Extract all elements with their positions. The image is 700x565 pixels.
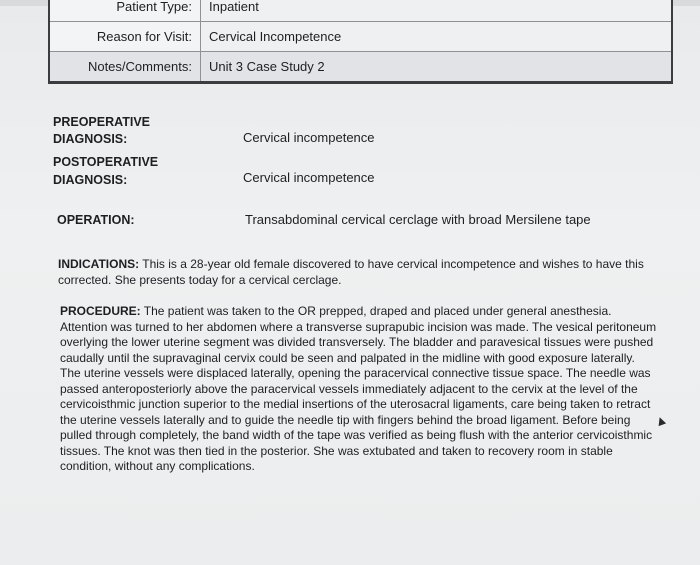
table-row [50, 52, 671, 81]
preop-label-line1: PREOPERATIVE [53, 115, 151, 129]
notes-comments-value: Unit 3 Case Study 2 [201, 52, 671, 81]
mouse-cursor-icon [656, 416, 666, 426]
indications-text: This is a 28-year old female discovered to have cervical incompetence and wishes to have this corrected. She presents today for a cervical cerclage. [58, 257, 644, 287]
procedure-text: The patient was taken to the OR prepped, draped and placed under general anesthesia. Attention was turned to her abdomen where a transverse suprapubic incision was made. The vesical peritoneum overlying the lower uterine segment was divided transversely. The bladder and paravesical tissues were pushed caudally until the supravaginal cervix could be seen and palpated in the midline with good exposure laterally. The uterine vessels were displaced laterally, opening the paracervical connective tissue space. The needle was passed anteroposteriorly above the paracervical vessels immediately adjacent to the cervix at the level of the cervicoisthmic junction superior to the medial insertions of the uterosacral ligaments, care being taken to retract the uterine vessels laterally and to guide the needle tip with fingers behind the broad ligament. Before being pulled through completely, the band width of the tape was verified as being flush with the anterior cervicoisthmic tissues. The knot was then tied in the posterior. She was extubated and taken to recovery room in stable condition, without any complications. [60, 304, 657, 473]
procedure-heading: PROCEDURE: [60, 304, 141, 318]
reason-for-visit-value: Cervical Incompetence [201, 22, 671, 51]
table-row [50, 0, 671, 22]
reason-for-visit-label: Reason for Visit: [50, 22, 201, 51]
operation-value: Transabdominal cervical cerclage with broad Mersilene tape [245, 212, 591, 227]
operation-label: OPERATION: [57, 213, 135, 227]
indications-paragraph [58, 257, 658, 288]
table-row [50, 22, 671, 52]
procedure-paragraph [60, 304, 658, 475]
preop-diagnosis-value: Cervical incompetence [243, 130, 375, 145]
postop-label-line2: DIAGNOSIS: [53, 173, 128, 187]
postop-label-line1: POSTOPERATIVE [53, 155, 159, 169]
indications-heading: INDICATIONS: [58, 257, 140, 271]
postop-diagnosis-value: Cervical incompetence [243, 170, 375, 185]
patient-type-label: Patient Type: [50, 0, 201, 21]
notes-comments-label: Notes/Comments: [50, 52, 201, 81]
preop-label-line2: DIAGNOSIS: [53, 132, 128, 146]
patient-info-table [48, 0, 673, 84]
patient-type-value: Inpatient [201, 0, 671, 21]
